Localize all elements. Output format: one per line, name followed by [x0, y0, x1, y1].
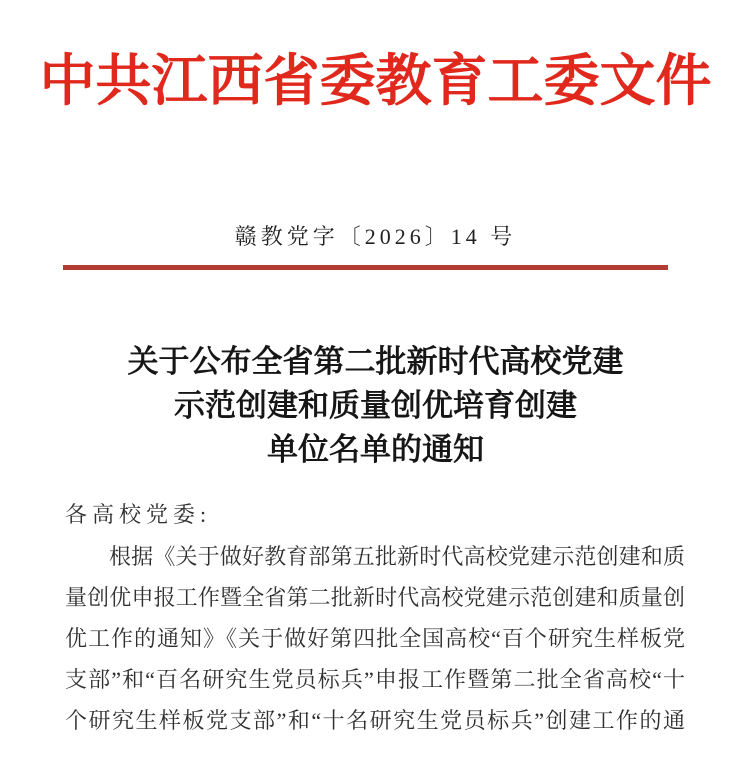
salutation: 各高校党委: [65, 502, 212, 527]
document-title-line-2: 示范创建和质量创优培育创建 [174, 388, 577, 423]
body-line-1: 根据《关于做好教育部第五批新时代高校党建示范创建和质 [109, 544, 685, 569]
red-divider-line [63, 265, 668, 270]
body-line-3: 优工作的通知》《关于做好第四批全国高校“百个研究生样板党 [65, 626, 685, 651]
document-body [65, 494, 685, 741]
document-title-line-1: 关于公布全省第二批新时代高校党建 [127, 344, 624, 379]
document-title [0, 340, 751, 472]
body-line-2: 量创优申报工作暨全省第二批新时代高校党建示范创建和质量创 [65, 585, 685, 610]
document-issuer-masthead: 中共江西省委教育工委文件 [39, 51, 712, 113]
body-line-5: 个研究生样板党支部”和“十名研究生党员标兵”创建工作的通 [65, 708, 685, 733]
document-title-line-3: 单位名单的通知 [267, 432, 484, 467]
body-line-4: 支部”和“百名研究生党员标兵”申报工作暨第二批全省高校“十 [65, 667, 685, 692]
document-reference-number: 赣教党字〔2026〕14 号 [234, 224, 517, 249]
